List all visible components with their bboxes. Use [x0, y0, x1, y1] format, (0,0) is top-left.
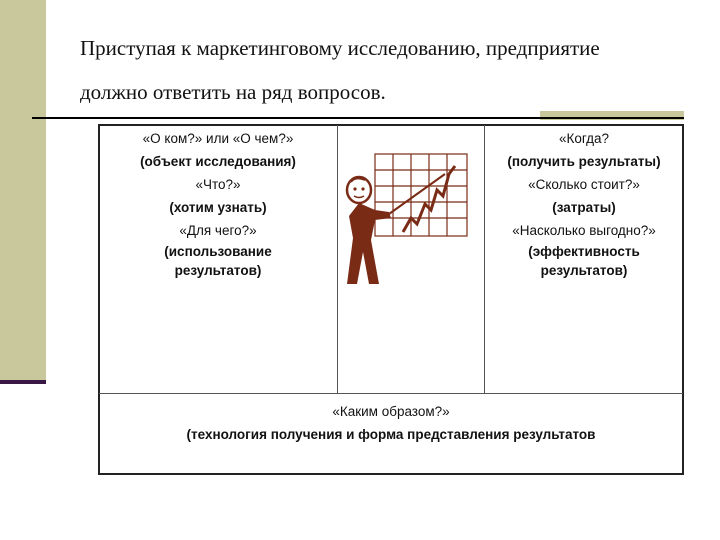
right-question-3: «Насколько выгодно?» — [512, 223, 656, 238]
right-cell — [486, 127, 682, 280]
slide-title — [80, 26, 700, 114]
right-answer-2: (затраты) — [552, 200, 616, 215]
decorative-sidebar — [0, 0, 46, 383]
right-answer-3b: результатов) — [540, 263, 628, 278]
left-answer-3b: результатов) — [174, 263, 262, 278]
bottom-cell — [100, 400, 682, 446]
sidebar-bottom-edge — [0, 380, 46, 384]
left-cell — [100, 127, 336, 280]
man-pointing-at-rising-chart-icon — [345, 152, 471, 286]
left-question-3: «Для чего?» — [179, 223, 257, 238]
title-underline — [32, 117, 684, 119]
right-question-1: «Когда? — [558, 131, 610, 146]
table-divider-bottom — [99, 393, 683, 394]
bottom-question: «Каким образом?» — [332, 404, 450, 419]
bottom-answer: (технология получения и форма представления результатов — [186, 427, 596, 442]
table-divider-right — [484, 125, 485, 393]
table-divider-left — [337, 125, 338, 393]
left-answer-1: (объект исследования) — [140, 154, 296, 169]
slide-title-line-2: должно ответить на ряд вопросов. — [80, 80, 386, 104]
right-question-2: «Сколько стоит?» — [528, 177, 640, 192]
left-question-2: «Что?» — [195, 177, 241, 192]
right-answer-3a: (эффективность — [528, 244, 640, 259]
left-answer-2: (хотим узнать) — [169, 200, 267, 215]
slide-title-line-1: Приступая к маркетинговому исследованию, предприятие — [80, 36, 600, 60]
left-answer-3a: (использование — [164, 244, 272, 259]
left-question-1: «О ком?» или «О чем?» — [142, 131, 294, 146]
right-answer-1: (получить результаты) — [507, 154, 661, 169]
